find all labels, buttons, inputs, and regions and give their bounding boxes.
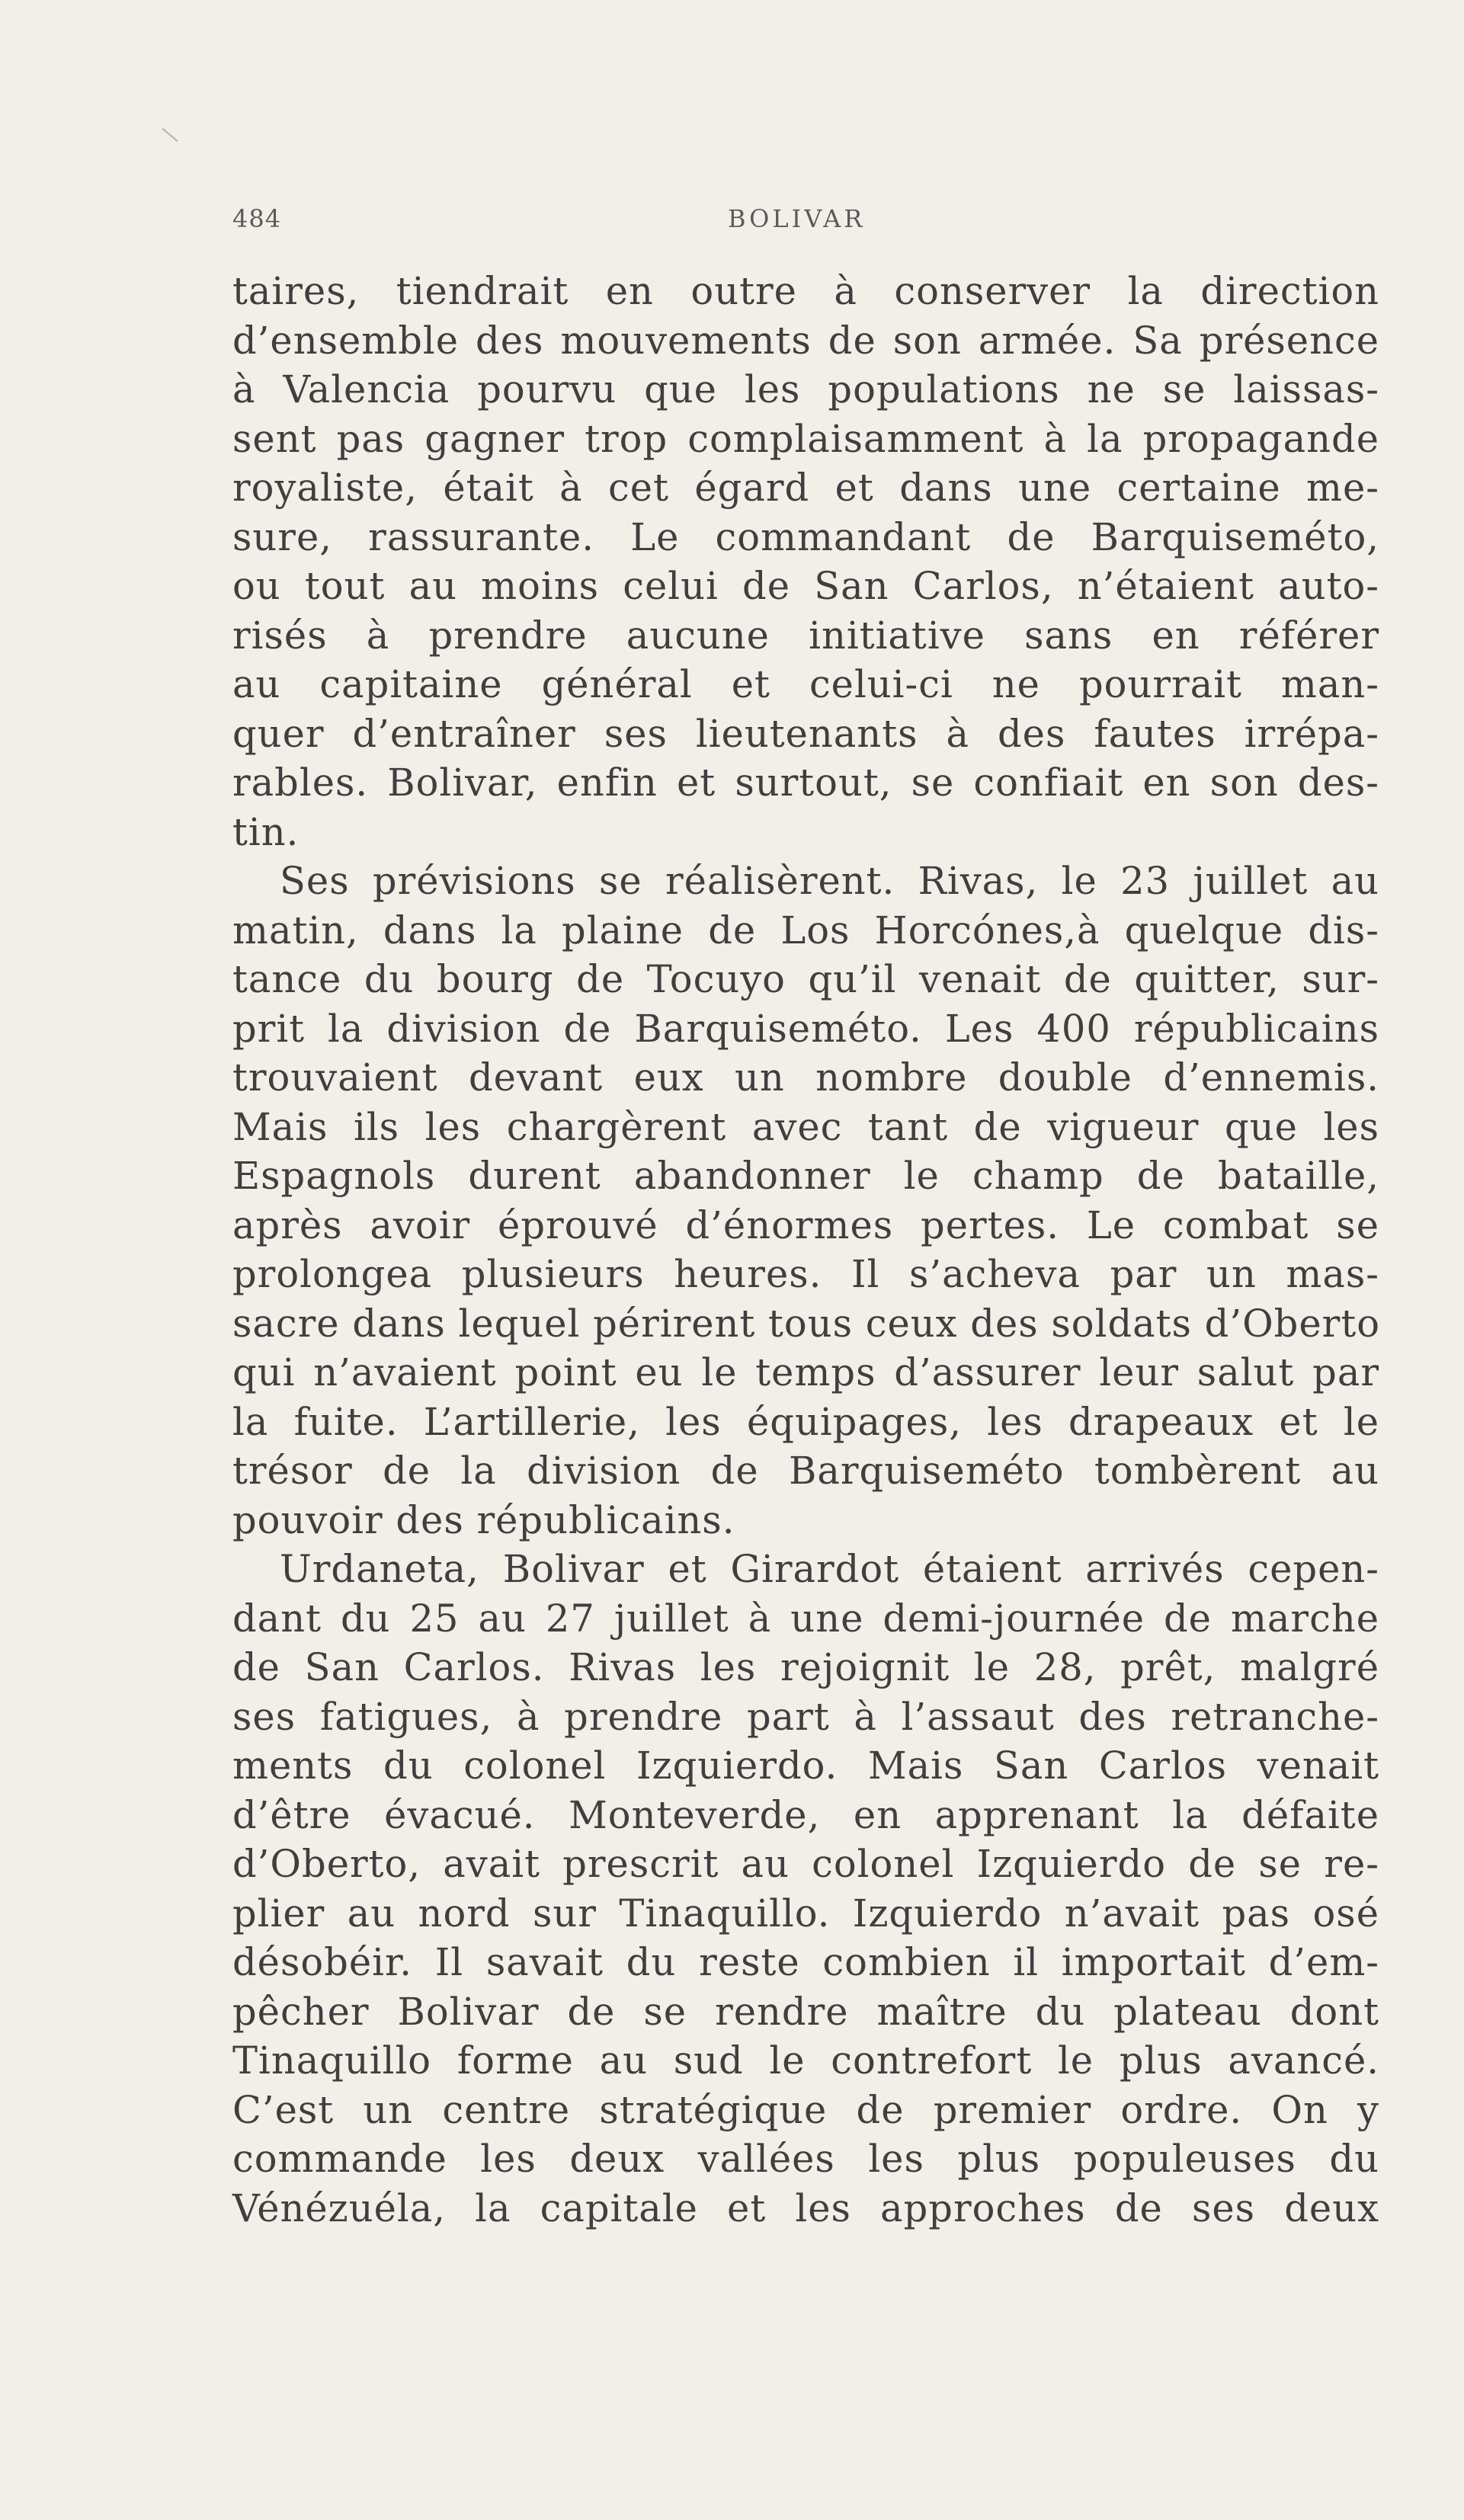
text-line: désobéir. Il savait du reste combien il importait d’em- [232,1940,1379,1984]
running-title: BOLIVAR [728,204,866,233]
text-line: commande les deux vallées les plus populeuses du [232,2137,1379,2181]
text-line: royaliste, était à cet égard et dans une certaine me- [232,466,1379,510]
text-line: plier au nord sur Tinaquillo. Izquierdo n’avait pas osé [232,1891,1379,1936]
text-line: sacre dans lequel périrent tous ceux des soldats d’Oberto [232,1301,1381,1346]
text-line: après avoir éprouvé d’énormes pertes. Le combat se [232,1202,1379,1247]
text-line: taires, tiendrait en outre à conserver la direction [232,269,1379,313]
text-line: au capitaine général et celui-ci ne pourrait man- [232,662,1379,706]
text-line: qui n’avaient point eu le temps d’assurer leur salut par [232,1350,1379,1394]
text-line: trésor de la division de Barquiseméto tombèrent au [232,1449,1379,1493]
text-line: d’ensemble des mouvements de son armée. Sa présence [232,318,1379,363]
text-line: C’est un centre stratégique de premier ordre. On y [232,2087,1379,2132]
text-line: tance du bourg de Tocuyo qu’il venait de quitter, sur- [232,957,1379,1001]
text-line: d’être évacué. Monteverde, en apprenant la défaite [232,1792,1379,1837]
text-line: ou tout au moins celui de San Carlos, n’étaient auto- [232,564,1379,608]
text-line: de San Carlos. Rivas les rejoignit le 28, prêt, malgré [232,1645,1379,1689]
text-line: d’Oberto, avait prescrit au colonel Izquierdo de se re- [232,1842,1379,1886]
text-line: sent pas gagner trop complaisamment à la propagande [232,416,1379,461]
text-line: matin, dans la plaine de Los Horcónes,à quelque dis- [232,908,1379,953]
page-number: 484 [232,204,282,233]
text-line: dant du 25 au 27 juillet à une demi-journée de marche [232,1596,1379,1641]
text-line: prit la division de Barquiseméto. Les 400 républicains [232,1006,1379,1051]
text-line: ments du colonel Izquierdo. Mais San Carlos venait [232,1744,1379,1788]
text-line: Espagnols durent abandonner le champ de bataille, [232,1154,1379,1198]
text-line: rables. Bolivar, enfin et surtout, se confiait en son des- [232,760,1379,805]
text-line: Tinaquillo forme au sud le contrefort le plus avancé. [232,2038,1379,2083]
text-line: sure, rassurante. Le commandant de Barquiseméto, [232,514,1379,559]
text-line: à Valencia pourvu que les populations ne se laissas- [232,367,1379,411]
text-line: trouvaient devant eux un nombre double d’ennemis. [232,1055,1379,1100]
text-line: Mais ils les chargèrent avec tant de vigueur que les [232,1104,1379,1149]
text-line: ses fatigues, à prendre part à l’assaut des retranche- [232,1694,1379,1739]
text-line: Vénézuéla, la capitale et les approches de ses deux [232,2185,1379,2230]
paragraph-end-line: pouvoir des républicains. [232,1497,735,1542]
paper-mark [162,128,178,142]
paragraph-start-line: Ses prévisions se réalisèrent. Rivas, le 23 juillet au [280,859,1379,903]
paragraph-start-line: Urdaneta, Bolivar et Girardot étaient arrivés cepen- [280,1547,1379,1591]
text-line: prolongea plusieurs heures. Il s’acheva par un mas- [232,1252,1379,1296]
body-text [232,267,1379,2233]
text-line: pêcher Bolivar de se rendre maître du plateau dont [232,1989,1379,2034]
paragraph-end-line: tin. [232,809,300,854]
text-line: quer d’entraîner ses lieutenants à des fautes irrépa- [232,711,1379,756]
page-header [232,204,1379,250]
text-line: risés à prendre aucune initiative sans en référer [232,613,1379,658]
text-line: la fuite. L’artillerie, les équipages, les drapeaux et le [232,1399,1379,1444]
